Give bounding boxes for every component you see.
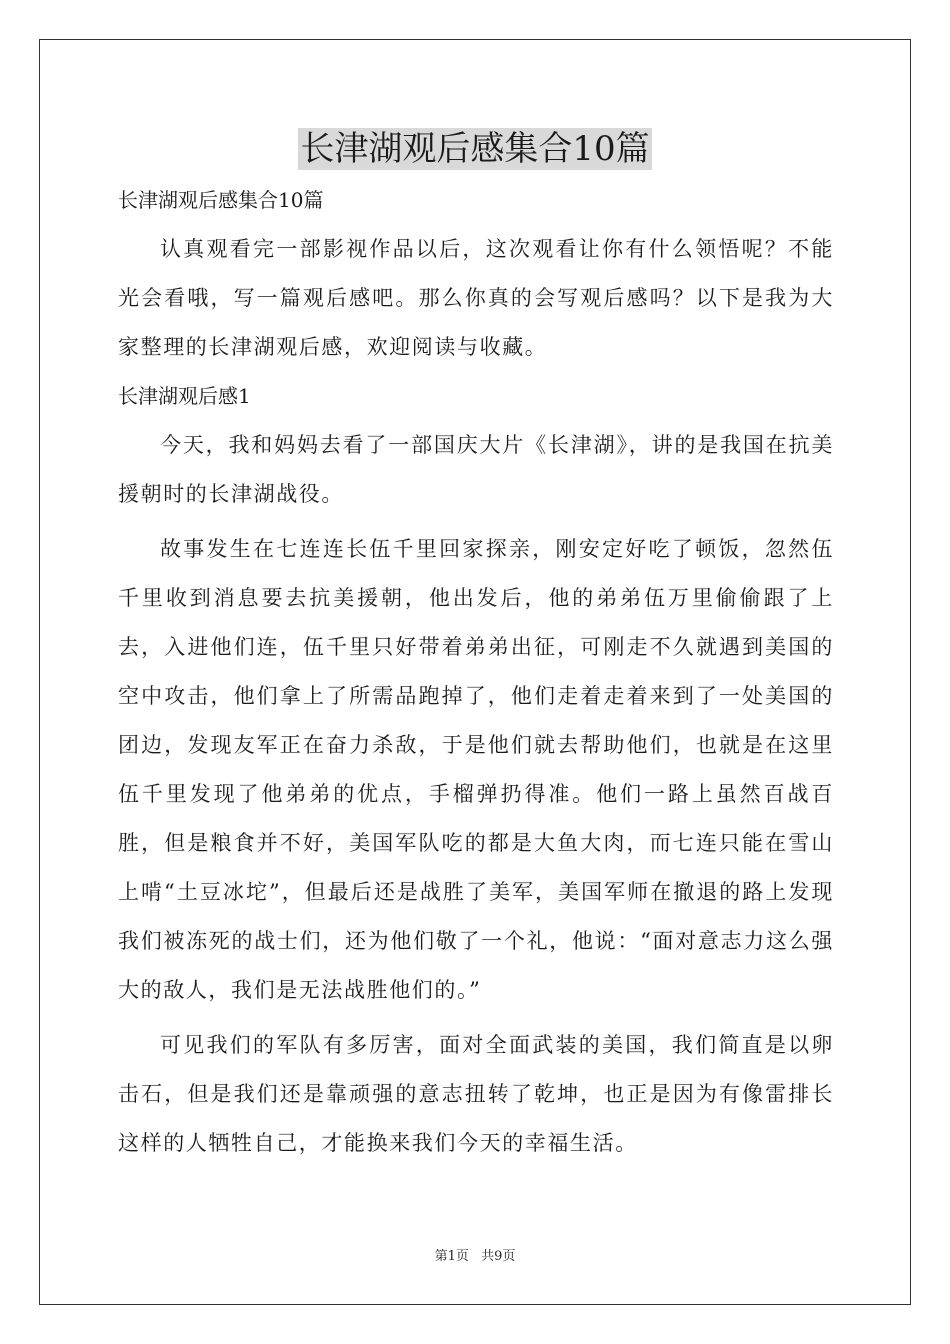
intro-paragraph: 认真观看完一部影视作品以后，这次观看让你有什么领悟呢？不能光会看哦，写一篇观后感吧。那么你真的会写观后感吗？以下是我为大家整理的长津湖观后感，欢迎阅读与收藏。	[118, 237, 834, 359]
body-paragraph: 今天，我和妈妈去看了一部国庆大片《长津湖》，讲的是我国在抗美援朝时的长津湖战役。	[118, 433, 834, 506]
page-title: 长津湖观后感集合10篇	[300, 129, 650, 169]
body-paragraph: 故事发生在七连连长伍千里回家探亲，刚安定好吃了顿饭，忽然伍千里收到消息要去抗美援朝，他出发后，他的弟弟伍万里偷偷跟了上去，入进他们连，伍千里只好带着弟弟出征，可刚走不久就遇到美国的空中攻击，他们拿上了所需品跑掉了，他们走着走着来到了一处美国的团边，发现友军正在奋力杀敌，于是他们就去帮助他们，也就是在这里伍千里发现了他弟弟的优点，手榴弹扔得准。他们一路上虽然百战百胜，但是粮食并不好，美国军队吃的都是大鱼大肉，而七连只能在雪山上啃“土豆冰坨”，但最后还是战胜了美军，美国军师在撤退的路上发现我们被冻死的战士们，还为他们敬了一个礼，他说：“面对意志力这么强大的敌人，我们是无法战胜他们的。”	[118, 537, 834, 1002]
body-paragraph: 可见我们的军队有多厉害，面对全面武装的美国，我们简直是以卵击石，但是我们还是靠顽强的意志扭转了乾坤，也正是因为有像雷排长这样的人牺牲自己，才能换来我们今天的幸福生活。	[118, 1033, 834, 1155]
document-body	[118, 176, 834, 1168]
page-number: 第1页	[434, 1249, 469, 1264]
section-heading: 长津湖观后感1	[118, 384, 251, 408]
page-total: 共9页	[481, 1249, 516, 1264]
title-container	[0, 128, 950, 170]
page-footer	[0, 1245, 950, 1264]
subtitle-line: 长津湖观后感集合10篇	[118, 188, 324, 212]
